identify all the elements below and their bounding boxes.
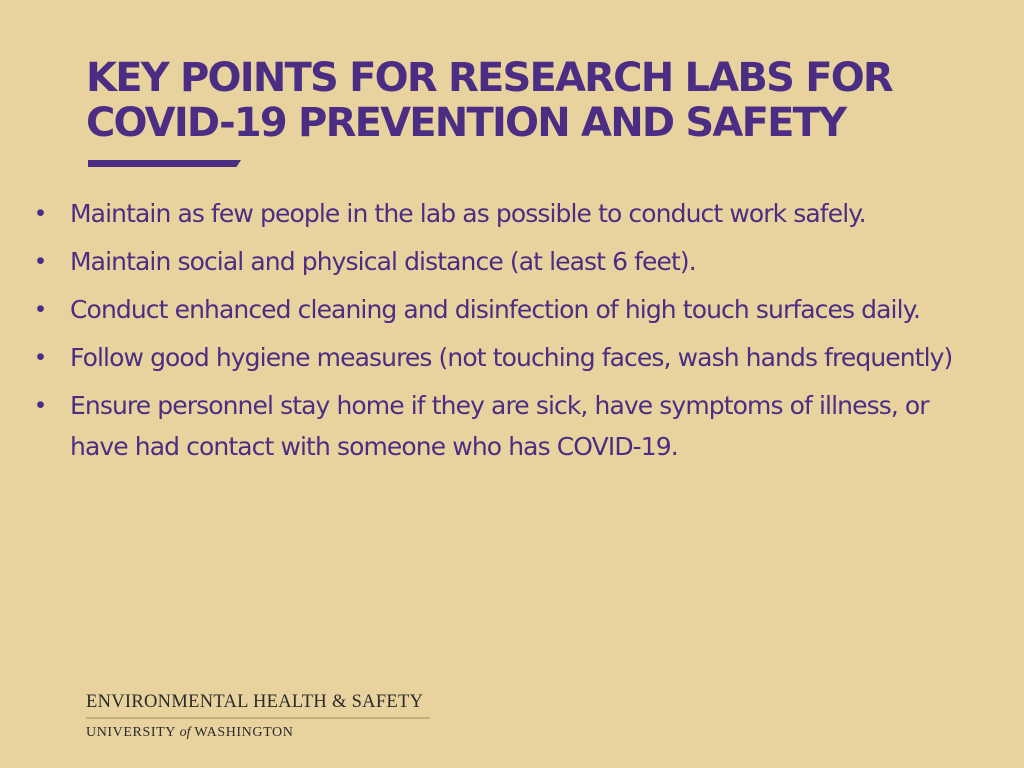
bullet-text: Conduct enhanced cleaning and disinfection of high touch surfaces daily. xyxy=(70,295,920,324)
footer-divider xyxy=(86,717,430,719)
title-underline xyxy=(88,160,241,167)
footer-university-of: of xyxy=(179,725,191,740)
footer-university-prefix: UNIVERSITY xyxy=(86,725,176,740)
bullet-item xyxy=(30,337,990,378)
footer-department: ENVIRONMENTAL HEALTH & SAFETY xyxy=(86,692,424,712)
bullet-dot-icon: • xyxy=(36,199,44,227)
bullet-dot-icon: • xyxy=(36,343,44,371)
bullet-text: Maintain as few people in the lab as possible to conduct work safely. xyxy=(70,199,866,228)
slide-title-line-2: COVID-19 PREVENTION AND SAFETY xyxy=(86,100,846,146)
bullet-text: Ensure personnel stay home if they are sick, have symptoms of illness, or have had contact with someone who has COVID-19. xyxy=(70,391,929,461)
bullet-dot-icon: • xyxy=(36,247,44,275)
bullet-dot-icon: • xyxy=(36,391,44,419)
footer-university xyxy=(86,724,432,742)
bullet-item xyxy=(30,193,990,234)
bullet-item xyxy=(30,241,990,282)
bullet-text: Maintain social and physical distance (at least 6 feet). xyxy=(70,247,696,276)
slide-title-line-1: KEY POINTS FOR RESEARCH LABS FOR xyxy=(86,55,892,101)
slide-title xyxy=(86,56,986,146)
bullet-item xyxy=(30,289,990,330)
bullet-dot-icon: • xyxy=(36,295,44,323)
bullet-item xyxy=(30,385,990,467)
bullet-list xyxy=(30,193,990,474)
footer-logo xyxy=(86,690,432,742)
footer-university-suffix: WASHINGTON xyxy=(194,725,294,740)
bullet-text: Follow good hygiene measures (not touching faces, wash hands frequently) xyxy=(70,343,953,372)
